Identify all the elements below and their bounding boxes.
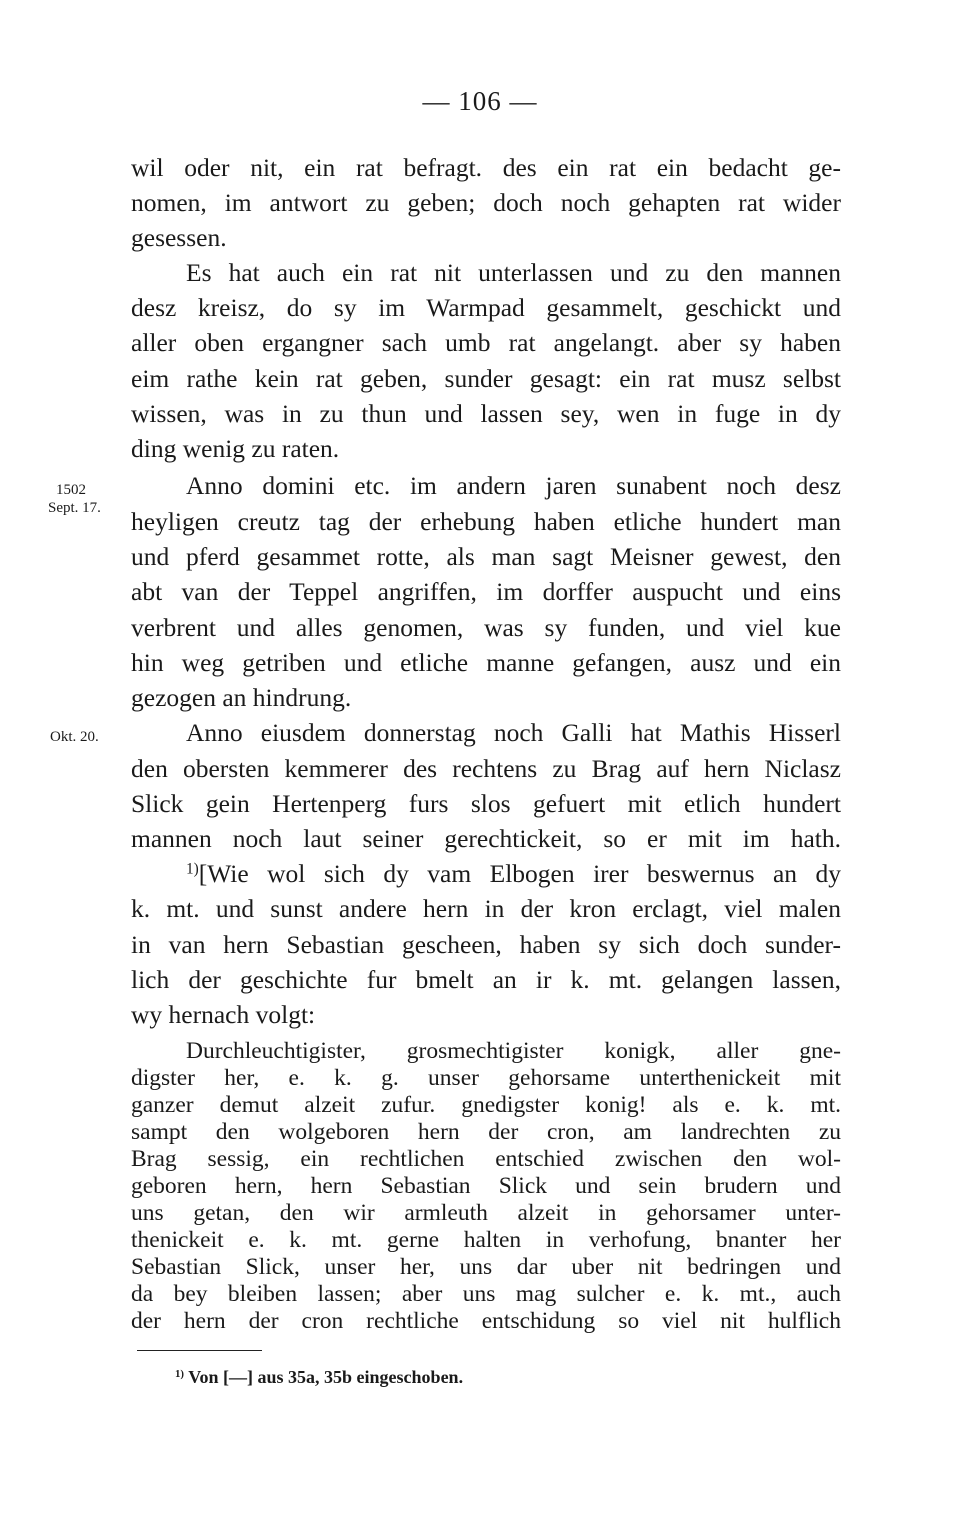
- text-line: verbrent und alles genomen, was sy funden, und viel kue: [131, 613, 841, 642]
- letter-line: sampt den wolgeboren hern der cron, am landrechten zu: [131, 1119, 841, 1145]
- text-line: Slick gein Hertenperg furs slos gefuert mit etlich hundert: [131, 789, 841, 818]
- text-line: [186, 858, 841, 890]
- text-line: aller oben ergangner sach umb rat angelangt. aber sy haben: [131, 328, 841, 357]
- text-line: und pferd gesammet rotte, als man sagt Meisner gewest, den: [131, 542, 841, 571]
- text-line: lich der geschichte fur bmelt an ir k. mt. gelangen lassen,: [131, 965, 841, 994]
- footnote-rule: [137, 1350, 262, 1351]
- text-line: wy hernach volgt:: [131, 1000, 316, 1029]
- letter-line: digster her, e. k. g. unser gehorsame unterthenickeit mit: [131, 1065, 841, 1091]
- letter-line: Durchleuchtigister, grosmechtigister konigk, aller gne-: [186, 1038, 841, 1064]
- text-line: den obersten kemmerer des rechtens zu Brag auf hern Niclasz: [131, 754, 841, 783]
- text-line: wissen, was in zu thun und lassen sey, wen in fuge in dy: [131, 399, 841, 428]
- text-line: abt van der Teppel angriffen, im dorffer auspucht und eins: [131, 577, 841, 606]
- letter-line: Brag sessig, ein rechtlichen entschied zwischen den wol-: [131, 1146, 841, 1172]
- text-line: nomen, im antwort zu geben; doch noch gehapten rat wider: [131, 188, 841, 217]
- text-line: gesessen.: [131, 223, 227, 252]
- text-line: Es hat auch ein rat nit unterlassen und zu den mannen: [186, 258, 841, 287]
- text-line: wil oder nit, ein rat befragt. des ein rat ein bedacht ge-: [131, 153, 841, 182]
- margin-note-year: 1502: [56, 482, 86, 498]
- text-line: Anno domini etc. im andern jaren sunabent noch desz: [186, 471, 841, 500]
- footnote: [175, 1366, 463, 1388]
- text-line-content: [Wie wol sich dy vam Elbogen irer beswernus an dy: [198, 859, 841, 888]
- footnote-reference: 1): [186, 860, 199, 878]
- text-line: Anno eiusdem donnerstag noch Galli hat Mathis Hisserl: [186, 718, 841, 747]
- text-line: desz kreisz, do sy im Warmpad gesammelt, geschickt und: [131, 293, 841, 322]
- text-line: in van hern Sebastian gescheen, haben sy sich doch sunder-: [131, 930, 841, 959]
- page-number: — 106 —: [422, 86, 538, 116]
- text-line: gezogen an hindrung.: [131, 683, 352, 712]
- text-line: hin weg getriben und etliche manne gefangen, ausz und ein: [131, 648, 841, 677]
- margin-note-date: Okt. 20.: [50, 729, 99, 745]
- text-line: eim rathe kein rat geben, sunder gesagt: ein rat musz selbst: [131, 364, 841, 393]
- letter-line: geboren hern, hern Sebastian Slick und sein brudern und: [131, 1173, 841, 1199]
- letter-line: da bey bleiben lassen; aber uns mag sulcher e. k. mt., auch: [131, 1281, 841, 1307]
- letter-line: ganzer demut alzeit zufur. gnedigster konig! als e. k. mt.: [131, 1092, 841, 1118]
- text-line: k. mt. und sunst andere hern in der kron erclagt, viel malen: [131, 894, 841, 923]
- letter-line: Sebastian Slick, unser her, uns dar uber nit bedringen und: [131, 1254, 841, 1280]
- letter-line: uns getan, den wir armleuth alzeit in gehorsamer unter-: [131, 1200, 841, 1226]
- footnote-marker: 1): [175, 1368, 184, 1381]
- footnote-text: Von [—] aus 35a, 35b eingeschoben.: [188, 1367, 464, 1387]
- letter-line: der hern der cron rechtliche entschidung so viel nit hulflich: [131, 1308, 841, 1334]
- text-line: mannen noch laut seiner gerechtickeit, so er mit im hath.: [131, 824, 841, 853]
- text-line: ding wenig zu raten.: [131, 434, 340, 463]
- margin-note-date: Sept. 17.: [48, 500, 101, 516]
- text-line: heyligen creutz tag der erhebung haben etliche hundert man: [131, 507, 841, 536]
- letter-line: thenickeit e. k. mt. gerne halten in verhofung, bnanter her: [131, 1227, 841, 1253]
